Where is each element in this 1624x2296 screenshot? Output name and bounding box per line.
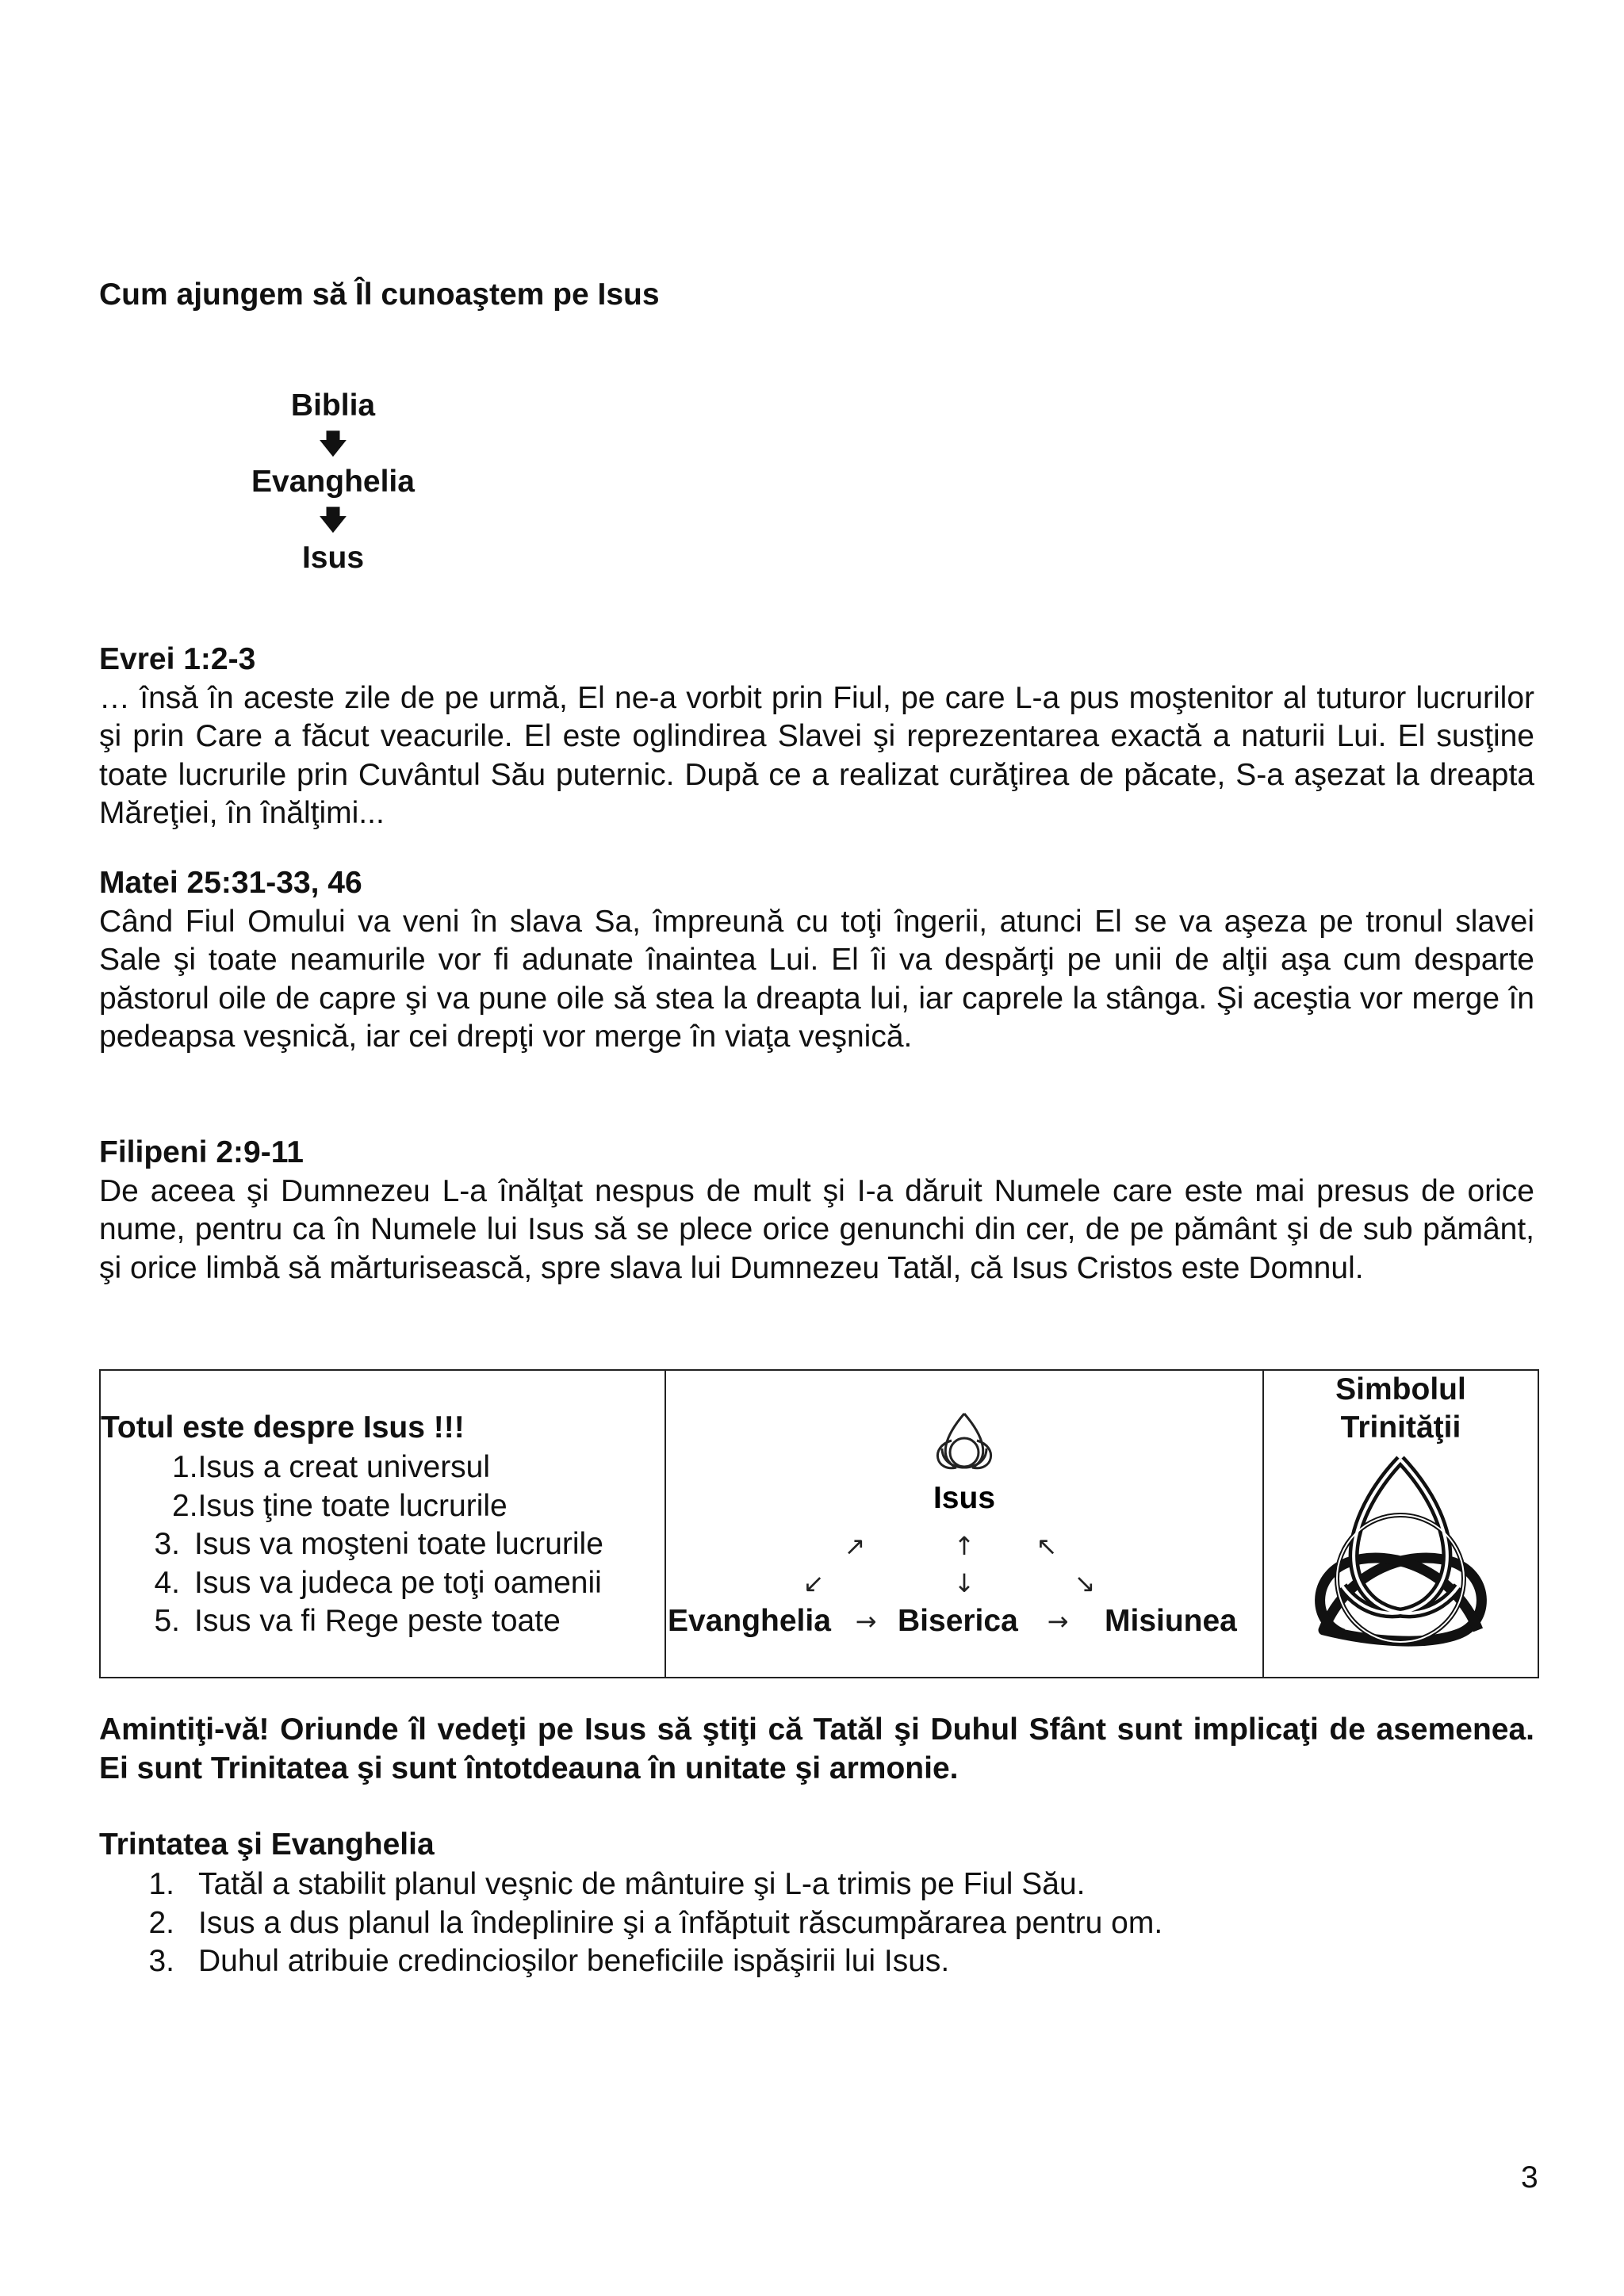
diagram-mission-label: Misiunea bbox=[1105, 1604, 1237, 1638]
page-number: 3 bbox=[1521, 2160, 1538, 2195]
jesus-diagram bbox=[666, 1371, 1262, 1680]
trinity-symbol-title: Simbolul Trinităţii bbox=[1335, 1372, 1466, 1445]
jesus-facts-list bbox=[148, 1448, 603, 1641]
trinity-knot-icon bbox=[1300, 1452, 1502, 1654]
arrow-right-icon: → bbox=[855, 1606, 877, 1636]
passage-text: Când Fiul Omului va veni în slava Sa, împreună cu toţi îngerii, atunci El se va aşeza pe tronul slavei Sale şi toate neamurile vor fi adunate înaintea Lui. El îi va despărţi pe unii de alţii aşa cum desparte păstorul oile de capre şi va pune oile să stea la dreapta lui, iar caprele la stânga. Şi aceştia vor merge în pedeapsa veşnică, iar cei drepţi vor merge în viaţa veşnică. bbox=[99, 904, 1534, 1054]
list-item: 4. Isus va judeca pe toţi oamenii bbox=[154, 1565, 602, 1600]
trinity-gospel-list bbox=[143, 1866, 1162, 1981]
flow-step-bible: Biblia bbox=[290, 388, 376, 423]
arrow-up-icon: ↑ bbox=[953, 1531, 975, 1561]
list-item: 1.Isus a creat universul bbox=[172, 1450, 491, 1484]
down-arrow-icon: 🡇 bbox=[319, 505, 347, 535]
list-item: 2.Isus ţine toate lucrurile bbox=[172, 1488, 508, 1523]
summary-left-cell bbox=[100, 1370, 665, 1678]
flow-step-gospel: Evanghelia bbox=[251, 465, 415, 499]
arrow-up-right-icon: ↗ bbox=[844, 1531, 866, 1561]
down-arrow-icon: 🡇 bbox=[319, 429, 347, 459]
list-item: 3. Isus va moşteni toate lucrurile bbox=[154, 1527, 603, 1561]
passage-reference: Evrei 1:2-3 bbox=[99, 642, 256, 676]
trinity-gospel-title: Trintatea şi Evanghelia bbox=[99, 1827, 435, 1862]
passage-reference: Matei 25:31-33, 46 bbox=[99, 866, 362, 900]
flow-step-jesus: Isus bbox=[301, 541, 365, 575]
passage-matei bbox=[99, 864, 1534, 1057]
passage-evrei bbox=[99, 641, 1534, 833]
passage-text: … însă în aceste zile de pe urmă, El ne-a vorbit prin Fiul, pe care L-a pus moştenitor al tuturor lucrurilor şi prin Care a făcut veacurile. El este oglindirea Slavei şi reprezentarea exactă a naturii Lui. El susţine toate lucrurile prin Cuvântul Său puternic. După ce a realizat curăţirea de păcate, S-a aşezat la dreapta Măreţiei, în înălţimi... bbox=[99, 680, 1534, 830]
list-item: 2. Isus a dus planul la îndeplinire şi a înfăptuit răscumpărarea pentru om. bbox=[148, 1905, 1163, 1940]
list-item: 5. Isus va fi Rege peste toate bbox=[154, 1604, 561, 1638]
diagram-church-label: Biserica bbox=[898, 1604, 1018, 1638]
list-item: 1. Tatăl a stabilit planul veşnic de mântuire şi L-a trimis pe Fiul Său. bbox=[148, 1867, 1086, 1901]
arrow-down-icon: ↓ bbox=[953, 1568, 975, 1598]
passage-text: De aceea şi Dumnezeu L-a înălţat nespus de mult şi I-a dăruit Numele care este mai presus de orice nume, pentru ca în Numele lui Isus să se plece orice genunchi din cer, de pe pământ şi de sub pământ, şi orice limbă să mărturisească, spre slava lui Dumnezeu Tatăl, că Isus Cristos este Domnul. bbox=[99, 1173, 1534, 1285]
page-heading: Cum ajungem să Îl cunoaştem pe Isus bbox=[99, 277, 660, 312]
summary-right-cell bbox=[1263, 1370, 1538, 1678]
arrow-up-left-icon: ↖ bbox=[1036, 1531, 1058, 1561]
list-item: 3. Duhul atribuie credincioşilor beneficiile ispăşirii lui Isus. bbox=[148, 1944, 950, 1978]
summary-left-title: Totul este despre Isus !!! bbox=[101, 1410, 465, 1445]
diagram-center-label: Isus bbox=[933, 1481, 996, 1515]
diagram-gospel-label: Evanghelia bbox=[668, 1604, 831, 1638]
passage-filipeni bbox=[99, 1134, 1534, 1288]
knowledge-flow bbox=[182, 387, 484, 577]
arrow-down-right-icon: ↘ bbox=[1074, 1568, 1096, 1598]
passage-reference: Filipeni 2:9-11 bbox=[99, 1135, 304, 1169]
summary-middle-cell bbox=[665, 1370, 1263, 1678]
arrow-down-left-icon: ↙ bbox=[802, 1568, 825, 1598]
summary-table bbox=[99, 1369, 1539, 1678]
remember-note: Amintiţi-vă! Oriunde îl vedeţi pe Isus să ştiţi că Tatăl şi Duhul Sfânt sunt implicaţi de asemenea. Ei sunt Trinitatea şi sunt întotdeauna în unitate şi armonie. bbox=[99, 1712, 1534, 1785]
trinity-knot-icon bbox=[937, 1414, 990, 1468]
arrow-right-icon: → bbox=[1047, 1606, 1069, 1636]
